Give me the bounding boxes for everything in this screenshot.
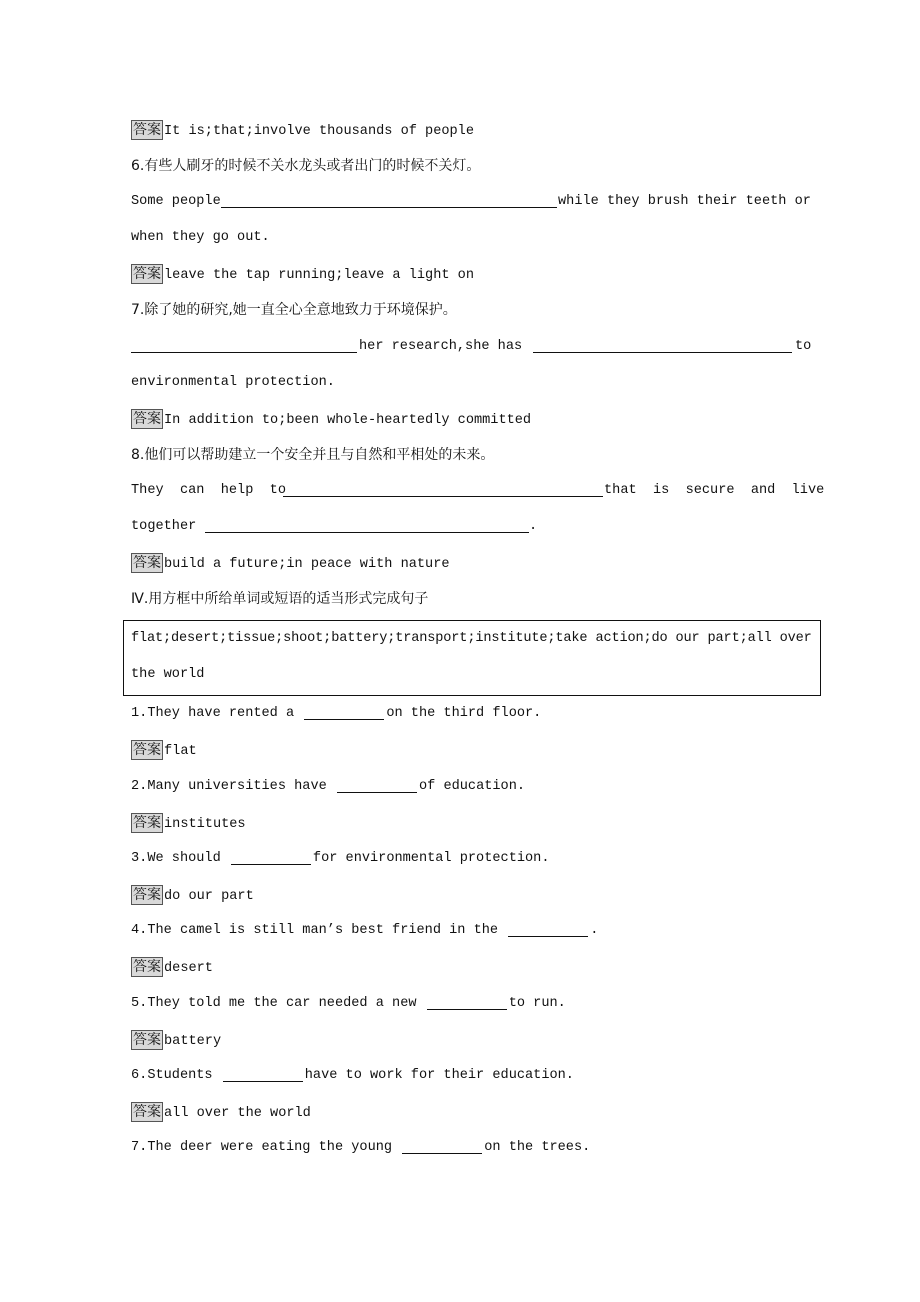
- answer-blank[interactable]: [508, 921, 588, 937]
- item-7: 7.The deer were eating the young on the trees.: [131, 1140, 591, 1155]
- answer-2: 答案 institutes: [133, 815, 246, 832]
- question-8-chinese: 8.他们可以帮助建立一个安全并且与自然和平相处的未来。: [131, 447, 495, 463]
- answer-blank[interactable]: [131, 337, 357, 353]
- item-6: 6.Students have to work for their education.: [131, 1068, 574, 1083]
- answer-blank[interactable]: [533, 337, 792, 353]
- answer-5: 答案 It is;that;involve thousands of people: [133, 122, 474, 139]
- answer-blank[interactable]: [283, 481, 603, 497]
- item-5: 5.They told me the car needed a new to run.: [131, 996, 566, 1011]
- question-7-chinese: 7.除了她的研究,她一直全心全意地致力于环境保护。: [131, 302, 457, 318]
- answer-8: 答案 build a future;in peace with nature: [133, 555, 450, 572]
- answer-4: 答案 desert: [133, 959, 213, 976]
- answer-6-part4: 答案 all over the world: [133, 1104, 311, 1121]
- question-8-line2: together .: [131, 519, 538, 534]
- answer-blank[interactable]: [337, 777, 417, 793]
- question-6-chinese: 6.有些人刷牙的时候不关水龙头或者出门的时候不关灯。: [131, 158, 481, 174]
- item-4: 4.The camel is still man’s best friend in the .: [131, 923, 599, 938]
- answer-1: 答案 flat: [133, 742, 197, 759]
- item-3: 3.We should for environmental protection.: [131, 851, 550, 866]
- question-7-line1: her research,she has to: [131, 337, 811, 357]
- answer-badge: 答案: [133, 122, 161, 138]
- answer-blank[interactable]: [231, 849, 311, 865]
- word-bank-line1: flat;desert;tissue;shoot;battery;transport;institute;take action;do our part;all over: [131, 631, 812, 646]
- question-8-line1: They can help to that is secure and live: [131, 483, 825, 498]
- section-heading: Ⅳ.用方框中所给单词或短语的适当形式完成句子: [131, 591, 429, 607]
- question-6-line2: when they go out.: [131, 230, 270, 245]
- answer-blank[interactable]: [205, 517, 529, 533]
- answer-7: 答案 In addition to;been whole-heartedly committed: [133, 411, 532, 428]
- question-7-line2: environmental protection.: [131, 375, 335, 390]
- item-2: 2.Many universities have of education.: [131, 779, 526, 794]
- answer-blank[interactable]: [221, 192, 557, 208]
- answer-3: 答案 do our part: [133, 887, 254, 904]
- answer-blank[interactable]: [223, 1066, 303, 1082]
- question-6-line1: Some people while they brush their teeth or: [131, 194, 811, 209]
- word-bank-line2: the world: [131, 667, 205, 682]
- answer-5-part4: 答案 battery: [133, 1032, 222, 1049]
- answer-blank[interactable]: [304, 704, 384, 720]
- answer-6: 答案 leave the tap running;leave a light on: [133, 266, 474, 283]
- item-1: 1.They have rented a on the third floor.: [131, 706, 542, 721]
- answer-blank[interactable]: [402, 1138, 482, 1154]
- answer-blank[interactable]: [427, 994, 507, 1010]
